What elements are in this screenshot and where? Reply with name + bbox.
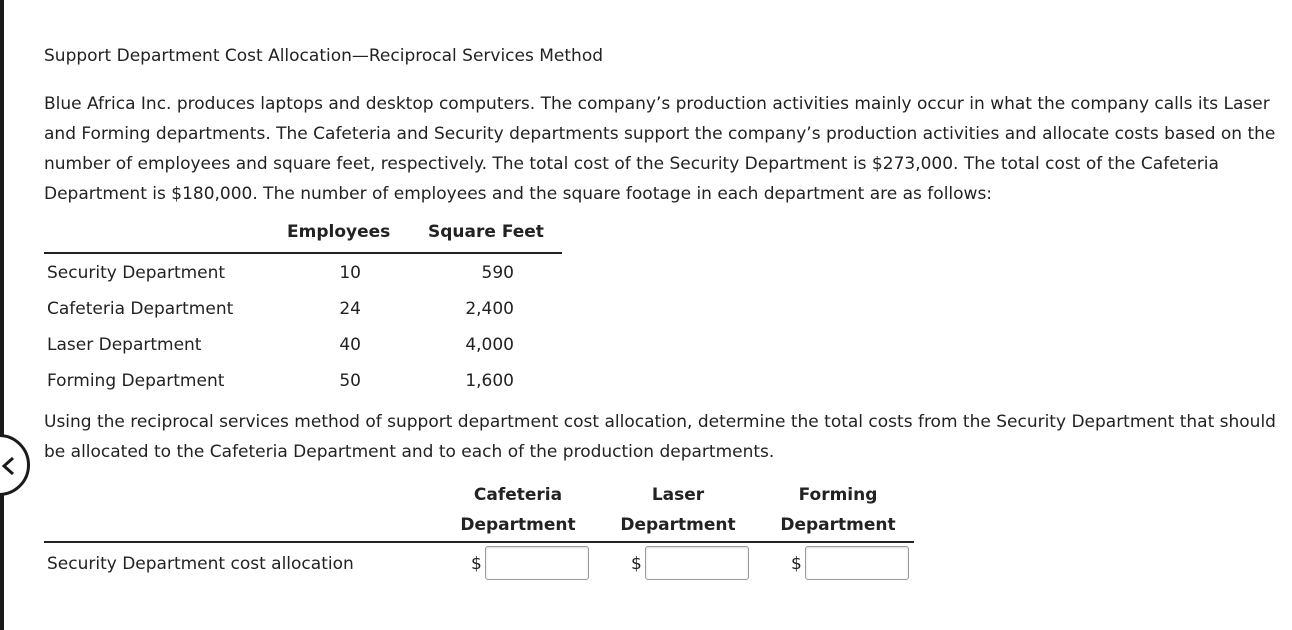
square-feet-value: 4,000 — [465, 335, 514, 355]
table-row — [44, 263, 564, 293]
table-row — [44, 371, 564, 401]
column-header-line: Department — [780, 515, 896, 535]
column-header-line: Department — [620, 515, 736, 535]
cafeteria-allocation-input[interactable] — [485, 546, 589, 580]
cafeteria-column-header — [448, 480, 588, 540]
header-divider — [44, 541, 914, 543]
employees-value: 40 — [339, 335, 361, 355]
problem-title: Support Department Cost Allocation—Reciprocal Services Method — [44, 46, 604, 66]
department-name: Security Department — [47, 263, 226, 283]
column-header-line: Laser — [651, 485, 705, 505]
column-header-line: Department — [460, 515, 576, 535]
employees-value: 10 — [339, 263, 361, 283]
allocation-answer-table — [44, 480, 924, 590]
laser-column-header — [608, 480, 748, 540]
forming-column-header — [768, 480, 908, 540]
intro-paragraph: Blue Africa Inc. produces laptops and desktop computers. The company’s production activities mainly occur in what the company calls its Laser and Forming departments. The Cafeteria and Security departments support the company’s production activities and allocate costs based on the number of employees and square feet, respectively. The total cost of the Security Department is $273,000. The total cost of the Cafeteria Department is $180,000. The number of employees and the square footage in each department are as follows: — [44, 94, 1276, 204]
back-button[interactable] — [0, 434, 30, 496]
department-name: Cafeteria Department — [47, 299, 234, 319]
department-name: Laser Department — [47, 335, 202, 355]
row-label: Security Department cost allocation — [47, 554, 354, 574]
employees-header: Employees — [287, 222, 391, 242]
left-edge-bar — [0, 0, 4, 630]
question-paragraph: Using the reciprocal services method of support department cost allocation, determine the total costs from the Security Department that should be allocated to the Cafeteria Department and to each of the production departments. — [44, 412, 1276, 462]
column-header-line: Forming — [798, 485, 878, 505]
laser-allocation-input[interactable] — [645, 546, 749, 580]
department-name: Forming Department — [47, 371, 225, 391]
square-feet-value: 2,400 — [465, 299, 514, 319]
column-header-line: Cafeteria — [473, 485, 563, 505]
employees-value: 50 — [339, 371, 361, 391]
square-feet-value: 1,600 — [465, 371, 514, 391]
header-divider — [44, 252, 562, 254]
employees-sqft-table — [44, 222, 564, 402]
dollar-sign: $ — [631, 554, 642, 574]
forming-allocation-input[interactable] — [805, 546, 909, 580]
table-row — [44, 335, 564, 365]
chevron-left-icon — [1, 456, 15, 476]
square-feet-header: Square Feet — [428, 222, 544, 242]
square-feet-value: 590 — [481, 263, 514, 283]
table-row — [44, 299, 564, 329]
dollar-sign: $ — [791, 554, 802, 574]
dollar-sign: $ — [471, 554, 482, 574]
employees-value: 24 — [339, 299, 361, 319]
